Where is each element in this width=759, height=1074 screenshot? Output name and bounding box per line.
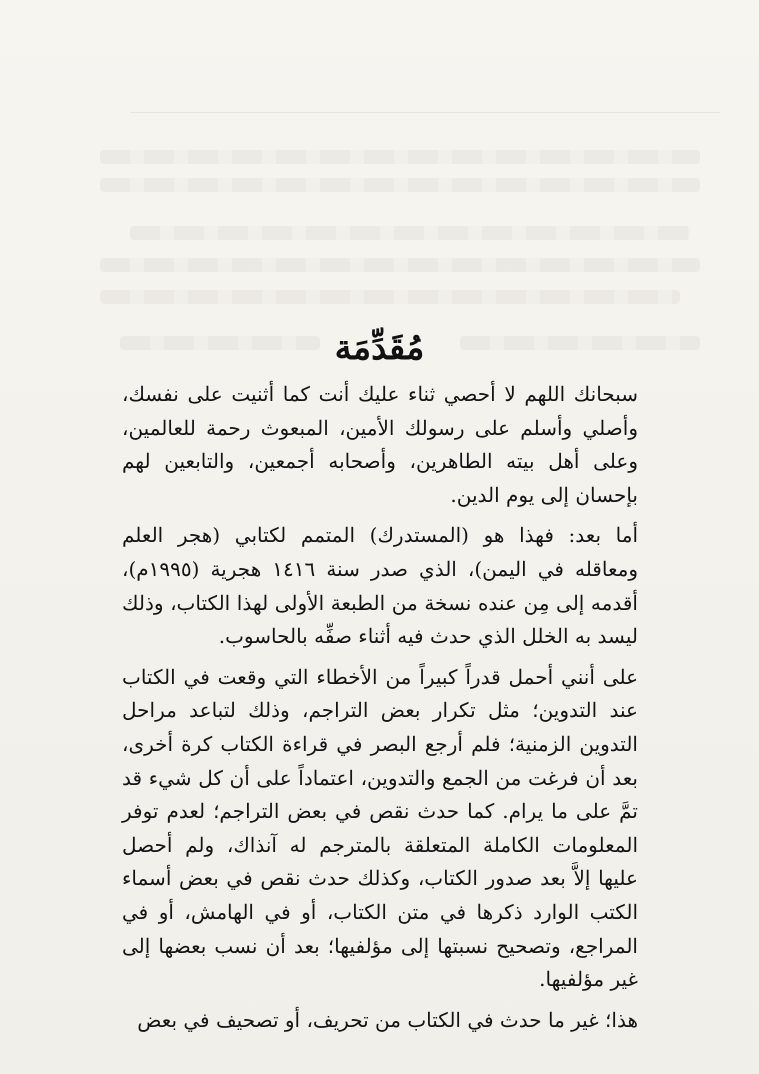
bleed-through-line	[100, 258, 700, 272]
page-title: مُقَدِّمَة	[334, 327, 425, 368]
paragraph: هذا؛ غير ما حدث في الكتاب من تحريف، أو تصحيف في بعض	[137, 1007, 638, 1032]
paragraph: على أنني أحمل قدراً كبيراً من الأخطاء التي وقعت في الكتاب عند التدوين؛ مثل تكرار بعض التراجم، وذلك لتباعد مراحل التدوين الزمنية؛ فلم أرجع البصر في قراءة الكتاب كرة أخرى، بعد أن فرغت من الجمع والتدوين، اعتماداً على أن كل شيء قد تمَّ على ما يرام. كما حدث نقص في بعض التراجم؛ لعدم توفر المعلومات الكاملة المتعلقة بالمترجم له آنذاك، ولم أحصل عليها إلاَّ بعد صدور الكتاب، وكذلك حدث نقص في بعض أسماء الكتب الوارد ذكرها في متن الكتاب، أو في الهامش، أو في المراجع، وتصحيح نسبتها إلى مؤلفيها؛ بعد أن نسب بعضها إلى غير مؤلفيها.	[122, 664, 638, 992]
body-text	[122, 378, 638, 1037]
bleed-through-line	[100, 150, 700, 164]
bleed-through-line	[130, 226, 690, 240]
bleed-through-line	[100, 290, 680, 304]
bleed-through-line	[100, 178, 700, 192]
paragraph: سبحانك اللهم لا أحصي ثناء عليك أنت كما أثنيت على نفسك، وأصلي وأسلم على رسولك الأمين، المبعوث رحمة للعالمين، وعلى أهل بيته الطاهرين، وأصحابه أجمعين، والتابعين لهم بإحسان إلى يوم الدين.	[122, 382, 638, 507]
bleed-through-header-rule	[130, 112, 720, 113]
paragraph: أما بعد: فهذا هو (المستدرك) المتمم لكتابي (هجر العلم ومعاقله في اليمن)، الذي صدر سنة ١٤١٦ هجرية (١٩٩٥م)، أقدمه إلى مِن عنده نسخة من الطبعة الأولى لهذا الكتاب، وذلك ليسد به الخلل الذي حدث فيه أثناء صفِّه بالحاسوب.	[122, 523, 638, 649]
